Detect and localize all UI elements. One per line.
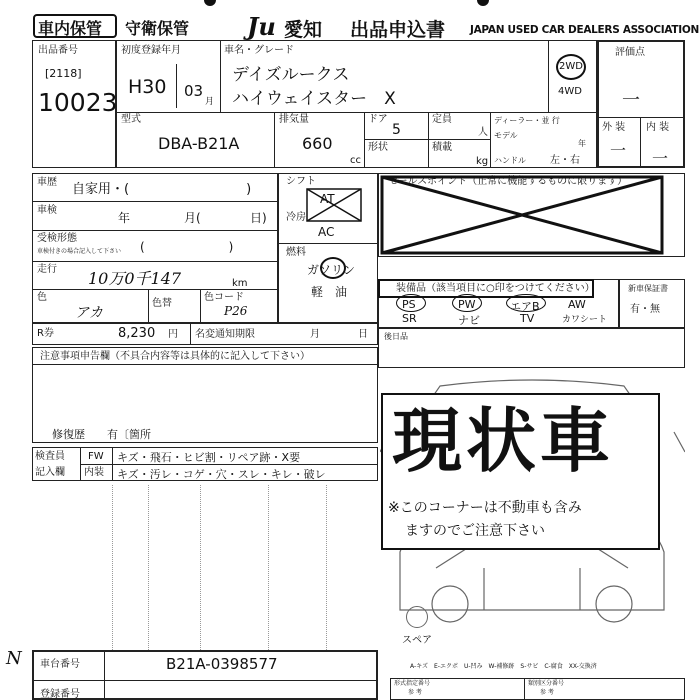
punch-hole-right — [477, 0, 489, 6]
handle-value: 左・右 — [550, 155, 580, 166]
disp-value: 660 — [302, 134, 333, 153]
modelyear-unit: 年 — [578, 139, 586, 148]
mileage-unit: km — [232, 278, 248, 289]
margin-mark: N — [6, 648, 22, 669]
warranty-options: 有・無 — [630, 304, 660, 315]
ju-logo: Ju — [247, 12, 276, 41]
org-english: JAPAN USED CAR DEALERS ASSOCIATION — [470, 24, 699, 36]
equip-ps: PS — [402, 298, 416, 311]
color-change-label: 色替 — [152, 298, 172, 309]
history-label: 車歴 — [37, 177, 57, 188]
capacity-label: 定員 — [432, 114, 452, 125]
first-reg-year: H30 — [128, 76, 167, 98]
equip-navi: ナビ — [458, 314, 480, 327]
spare-label: スペア — [402, 635, 432, 646]
car-name: デイズルークス — [232, 65, 350, 85]
sales-point-label: セールスポイント（正常に機能するものに限ります） — [388, 176, 628, 187]
reg-number-label: 登録番号 — [40, 689, 80, 700]
spare-circle — [406, 606, 428, 628]
notice-month: 月 — [310, 329, 320, 340]
inspector-in: 内装 — [84, 467, 104, 478]
inspection-label: 車検 — [37, 205, 57, 216]
equip-tv: TV — [520, 312, 535, 325]
notice-day: 日 — [358, 329, 368, 340]
car-name-label: 車名・グレード — [224, 45, 294, 56]
condition-stamp-text: 現状車 — [392, 400, 614, 482]
inspector-fw: FW — [88, 451, 104, 462]
inspection-day: 日) — [250, 211, 267, 225]
designation-remark: 参 考 — [408, 689, 422, 696]
inspector-fw-text: キズ・飛石・ヒビ割・リペア跡・X要 — [117, 451, 301, 464]
sales-point-cross — [380, 175, 664, 255]
org-name: 愛知 — [284, 19, 323, 41]
color-code-value: P26 — [224, 304, 248, 318]
shape-label: 形状 — [368, 142, 388, 153]
mileage-value: 10万0千147 — [88, 269, 182, 288]
first-reg-month-unit: 月 — [205, 97, 215, 107]
equip-ps-circle — [396, 294, 426, 312]
equip-sr: SR — [402, 312, 417, 325]
post-day-box — [378, 328, 685, 368]
color-code-label: 色コード — [204, 292, 244, 303]
dealer-label: ディーラー・並 行 — [494, 116, 560, 125]
stamp-indoor-text: 車内保管 — [38, 19, 103, 38]
category-label: 類別区分番号 — [528, 680, 565, 687]
lot-number: 10023 — [38, 88, 118, 117]
drive-4wd: 4WD — [558, 86, 582, 97]
shift-at-cross — [306, 188, 362, 222]
color-label: 色 — [37, 292, 47, 303]
damage-legend: A-キズ E-エクボ U-凹み W-補修跡 S-サビ C-腐食 XX-交換済 — [410, 663, 597, 670]
notes-label: 注意事項申告欄（不具合内容等は具体的に記入して下さい） — [40, 351, 310, 362]
first-reg-month: 03 — [184, 82, 204, 100]
handle-label: ハンドル — [494, 156, 526, 165]
mileage-label: 走行 — [37, 264, 57, 275]
grade-label: 評価点 — [615, 47, 645, 58]
shift-label: シフト — [286, 176, 316, 187]
equip-seat: カワシート — [562, 315, 608, 325]
capacity-unit: 人 — [478, 127, 488, 138]
model-value: DBA-B21A — [158, 134, 240, 153]
inspector-label1: 検査員 — [35, 451, 65, 462]
recycle-unit: 円 — [168, 329, 178, 340]
equip-pw-circle — [452, 294, 482, 312]
disp-unit: cc — [350, 155, 361, 166]
inspector-in-text: キズ・汚レ・コゲ・穴・スレ・キレ・破レ — [117, 468, 326, 481]
door-value: 5 — [392, 122, 401, 138]
notice-label: 名変通知期限 — [195, 329, 255, 340]
warranty-label: 新車保証書 — [628, 284, 668, 293]
inspection-year: 年 — [118, 211, 131, 225]
door-label: ドア — [368, 114, 388, 125]
acceptance-paren: ( ) — [140, 240, 234, 254]
exterior-score: 一 — [610, 141, 627, 160]
stamp-guard-text: 守衛保管 — [125, 19, 190, 38]
equip-airbag-circle — [506, 294, 546, 312]
model-label: 型式 — [121, 114, 141, 125]
lot-label: 出品番号 — [38, 45, 78, 56]
equip-aw: AW — [568, 298, 586, 311]
equipment-label: 装備品（該当項目に○印をつけてください） — [396, 283, 595, 294]
acceptance-label: 受検形態 — [37, 233, 77, 244]
first-reg-label: 初度登録年月 — [121, 45, 181, 56]
shift-ac: AC — [318, 225, 335, 239]
fuel-label: 燃料 — [286, 247, 306, 258]
fuel-gas: ガソリン — [307, 263, 356, 277]
chassis-label: 車台番号 — [40, 659, 80, 670]
inspection-month: 月( — [184, 211, 201, 225]
color-value: アカ — [75, 305, 103, 321]
interior-score: 一 — [652, 149, 669, 168]
interior-label: 内 装 — [646, 122, 670, 133]
fuel-diesel: 軽 油 — [311, 285, 348, 299]
punch-hole-left — [204, 0, 216, 6]
condition-note1: ※このコーナーは不動車も含み — [388, 500, 582, 516]
car-grade: ハイウェイスター X — [232, 89, 396, 109]
equip-airbag: エアB — [510, 300, 540, 313]
chassis-value: B21A-0398577 — [166, 655, 278, 673]
notes-repair: 修復歴 有〔箇所 — [52, 428, 151, 441]
modelyear-label: モデル — [494, 131, 518, 140]
equip-pw: PW — [458, 298, 476, 311]
condition-note2: ますのでご注意下さい — [405, 523, 545, 539]
load-unit: kg — [476, 156, 489, 167]
history-value: 自家用・( ) — [72, 182, 252, 197]
acceptance-sub: 車検付きの場合記入して下さい — [37, 248, 122, 255]
recycle-label: R券 — [37, 328, 54, 339]
inspector-label2: 記入欄 — [35, 467, 65, 478]
lot-small: [2118] — [45, 67, 82, 80]
cooler-label: 冷房 — [286, 212, 306, 223]
post-day-label: 後日品 — [384, 332, 408, 341]
recycle-value: 8,230 — [118, 326, 156, 341]
load-label: 積載 — [432, 142, 452, 153]
doc-title: 出品申込書 — [350, 19, 446, 41]
grade-score: 一 — [622, 90, 640, 111]
category-remark: 参 考 — [540, 689, 554, 696]
designation-label: 形式指定番号 — [394, 680, 431, 687]
shift-at: AT — [320, 192, 335, 206]
disp-label: 排気量 — [279, 114, 309, 125]
exterior-label: 外 装 — [602, 122, 626, 133]
drive-2wd: 2WD — [559, 61, 583, 72]
